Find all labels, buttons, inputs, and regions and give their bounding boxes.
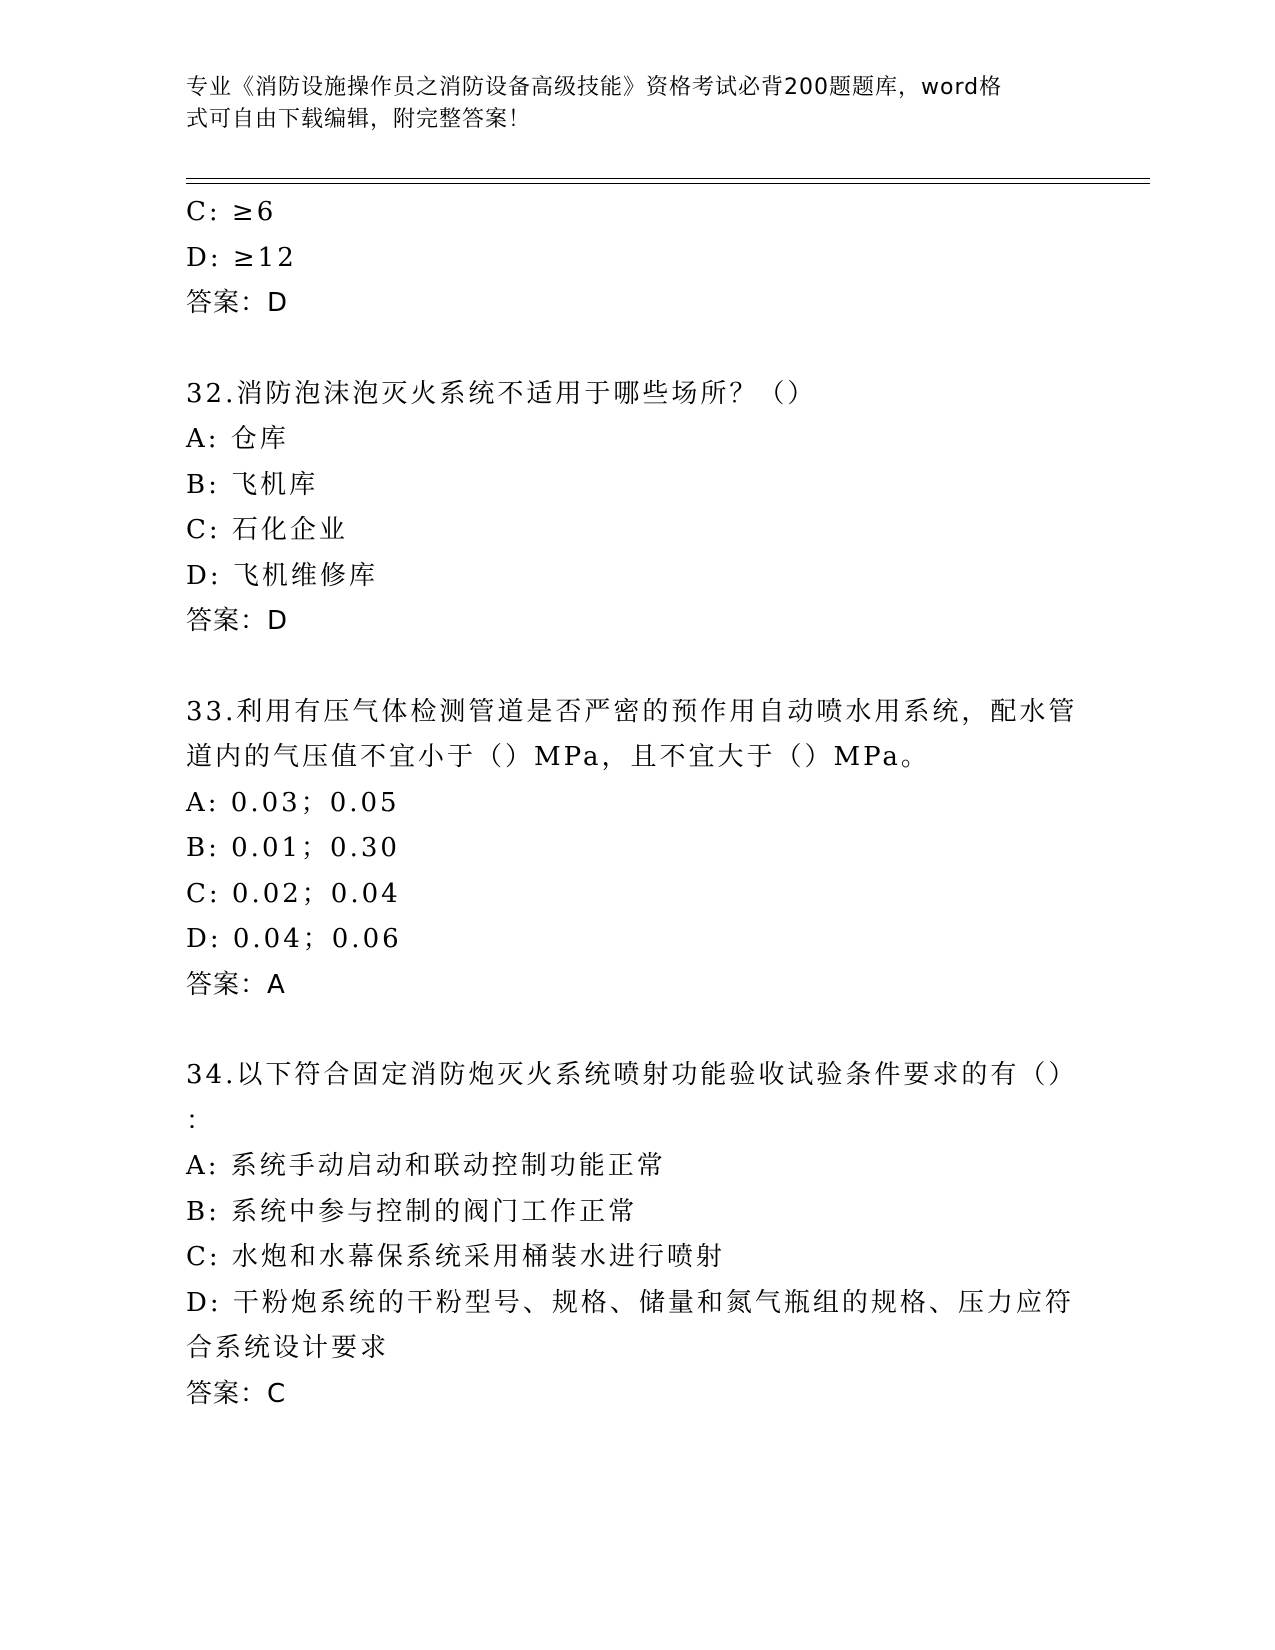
document-header (186, 72, 1066, 136)
question-34 (186, 1053, 1086, 1417)
option-b: B: 0.01；0.30 (186, 833, 400, 863)
option-d: D: 干粉炮系统的干粉型号、规格、储量和氮气瓶组的规格、压力应符 (186, 1287, 1074, 1318)
option-b: B: 系统中参与控制的阀门工作正常 (186, 1196, 638, 1227)
answer: 答案：C (186, 1378, 287, 1409)
option-c: C: 石化企业 (186, 515, 348, 545)
header-line-1: 专业《消防设施操作员之消防设备高级技能》资格考试必背200题题库，word格 (186, 75, 1003, 100)
spacer (186, 645, 1086, 690)
header-divider-top (186, 178, 1150, 179)
option-b: B: 飞机库 (186, 469, 319, 500)
question-text-line-2: ： (186, 1105, 216, 1136)
option-c: C: 水炮和水幕保系统采用桶装水进行喷射 (186, 1242, 725, 1272)
option-d-continued: 合系统设计要求 (186, 1333, 390, 1363)
question-text-line-1: 33.利用有压气体检测管道是否严密的预作用自动喷水用系统，配水管 (186, 696, 1078, 727)
answer: 答案：D (186, 606, 289, 636)
question-33 (186, 690, 1086, 1009)
document-body (186, 190, 1086, 1417)
spacer (186, 1008, 1086, 1053)
question-32 (186, 372, 1086, 645)
option-d: D: ≥12 (186, 242, 297, 273)
question-text: 32.消防泡沫泡灭火系统不适用于哪些场所？（） (186, 378, 817, 409)
answer: 答案：A (186, 969, 286, 1000)
option-c: C: 0.02；0.04 (186, 878, 401, 909)
option-a: A: 0.03；0.05 (186, 787, 400, 818)
option-d: D: 0.04；0.06 (186, 924, 402, 954)
option-d: D: 飞机维修库 (186, 560, 378, 591)
header-line-2: 式可自由下载编辑，附完整答案！ (186, 107, 532, 132)
option-a: A: 系统手动启动和联动控制功能正常 (186, 1151, 666, 1181)
option-c: C: ≥6 (186, 197, 277, 227)
header-divider-bottom (186, 183, 1150, 184)
option-a: A: 仓库 (186, 424, 289, 454)
question-text-line-2: 道内的气压值不宜小于（）MPa，且不宜大于（）MPa。 (186, 742, 930, 772)
answer: 答案：D (186, 288, 289, 318)
question-text-line-1: 34.以下符合固定消防炮灭火系统喷射功能验收试验条件要求的有（） (186, 1060, 1078, 1090)
question-31-tail (186, 190, 1086, 327)
spacer (186, 327, 1086, 372)
